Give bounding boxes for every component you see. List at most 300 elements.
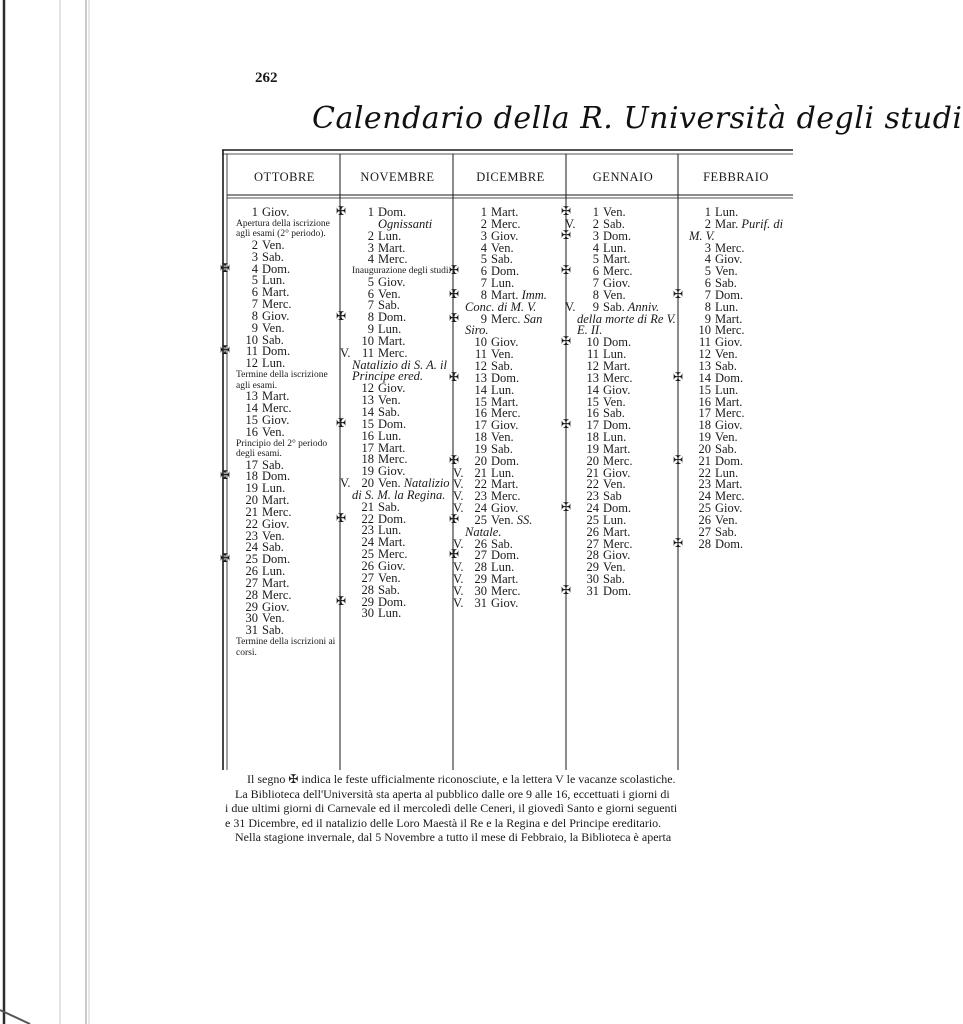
day-number: 15 [474, 394, 487, 409]
day-number: 30 [474, 584, 487, 598]
weekday: Merc. [378, 547, 408, 562]
weekday: Ven. [603, 394, 626, 409]
weekday: Giov. [603, 276, 631, 291]
holiday-cross-icon: ✠ [561, 204, 572, 218]
day-number: 17 [361, 440, 374, 455]
calendar-day [561, 583, 677, 598]
weekday: Sab. [262, 332, 284, 347]
day-number: 17 [245, 457, 258, 472]
weekday: Ven. [378, 286, 401, 301]
weekday: Dom. [715, 370, 744, 385]
weekday: Mart. [378, 535, 406, 550]
day-number: 23 [361, 523, 374, 538]
calendar-note: Termine della iscrizioni ai corsi. [236, 637, 336, 658]
day-number: 1 [480, 205, 487, 219]
weekday: Merc. [378, 452, 408, 467]
day-number: 16 [361, 428, 374, 443]
calendar-note: Apertura della iscrizione agli esami (2° periodo). [236, 218, 330, 240]
vacation-mark: V. [340, 476, 351, 491]
day-annotation: Imm. Conc. di M. V. [465, 287, 547, 314]
day-number: 13 [586, 370, 599, 385]
weekday: Merc. [262, 297, 292, 312]
weekday: Lun. [378, 428, 402, 443]
weekday: Lun. [603, 512, 627, 527]
holiday-cross-icon: ✠ [336, 593, 347, 608]
day-number: 10 [474, 335, 487, 350]
day-annotation: Natalizio di S. M. la Regina. [352, 476, 450, 502]
weekday: Ven. [491, 512, 514, 527]
day-number: 22 [698, 465, 711, 480]
calendar-day [236, 625, 340, 637]
day-number: 24 [361, 535, 374, 550]
weekday: Ven. [262, 320, 285, 335]
day-number: 18 [586, 430, 599, 445]
footnote-line: La Biblioteca dell'Università sta aperta al pubblico dalle ore 9 alle 16, eccettuati i giorni di [235, 786, 670, 801]
holiday-cross-icon: ✠ [220, 343, 231, 358]
day-number: 8 [480, 287, 487, 302]
weekday: Lun. [491, 465, 515, 480]
weekday: Lun. [715, 299, 739, 314]
weekday: Mart. [491, 287, 519, 302]
weekday: Merc. [715, 240, 745, 255]
day-number: 26 [361, 558, 374, 573]
holiday-cross-icon: ✠ [449, 547, 460, 562]
weekday: Sab. [491, 358, 513, 373]
day-number: 15 [245, 412, 258, 427]
day-number: 12 [361, 381, 374, 396]
calendar-day [352, 608, 452, 620]
day-number: 2 [592, 216, 599, 231]
day-number: 3 [704, 240, 711, 255]
calendar-day [689, 254, 789, 266]
day-number: 19 [245, 481, 258, 496]
day-number: 26 [245, 564, 258, 579]
calendar-day [236, 358, 340, 370]
weekday: Ven. [491, 430, 514, 445]
weekday: Ven. [491, 240, 514, 255]
weekday: Lun. [262, 481, 286, 496]
weekday: Mart. [491, 394, 519, 409]
weekday: Mart. [262, 493, 290, 508]
month-header-febbraio: FEBBRAIO [703, 170, 769, 184]
month-header-gennaio: GENNAIO [592, 170, 654, 184]
weekday: Giov. [491, 335, 519, 350]
weekday: Giov. [603, 382, 631, 397]
day-number: 20 [586, 453, 599, 468]
day-number: 24 [245, 540, 258, 555]
day-number: 17 [698, 406, 711, 421]
weekday: Sab. [262, 249, 284, 264]
weekday: Mart. [491, 477, 519, 492]
weekday: Giov. [715, 335, 743, 350]
weekday: Lun. [715, 465, 739, 480]
day-number: 9 [251, 320, 258, 335]
day-number: 4 [592, 240, 599, 255]
day-number: 4 [367, 252, 374, 267]
day-number: 15 [586, 394, 599, 409]
day-number: 8 [251, 308, 258, 323]
day-number: 12 [586, 358, 599, 373]
day-number: 2 [704, 216, 711, 231]
day-number: 25 [586, 512, 599, 527]
weekday: Merc. [491, 311, 521, 326]
day-number: 22 [245, 516, 258, 531]
day-number: 13 [245, 389, 258, 404]
weekday: Dom. [603, 228, 632, 243]
weekday: Merc. [715, 323, 745, 338]
holiday-cross-icon: ✠ [449, 263, 460, 278]
weekday: Ven. [603, 287, 626, 302]
day-number: 2 [251, 237, 258, 252]
day-number: 3 [367, 240, 374, 255]
weekday: Mart. [491, 572, 519, 587]
calendar-day [465, 240, 564, 255]
calendar-day [673, 286, 789, 302]
weekday: Sab. [491, 252, 513, 267]
day-number: 29 [474, 572, 487, 587]
day-number: 27 [474, 548, 487, 563]
weekday: Merc. [262, 400, 292, 415]
day-number: 24 [586, 501, 599, 516]
vacation-mark: V. [453, 572, 464, 587]
weekday: Mart. [378, 240, 406, 255]
month-column-novembre [336, 204, 452, 621]
day-number: 1 [251, 205, 258, 219]
holiday-cross-icon: ✠ [449, 286, 460, 301]
weekday: Merc. [262, 504, 292, 519]
weekday: Giov. [491, 595, 519, 610]
weekday: Merc. [603, 264, 633, 279]
calendar-day [689, 216, 789, 243]
day-number: 25 [698, 501, 711, 516]
day-number: 9 [480, 311, 487, 326]
weekday: Giov. [378, 274, 406, 289]
weekday: Lun. [491, 276, 515, 291]
day-number: 26 [698, 512, 711, 527]
vacation-mark: V. [453, 477, 464, 492]
day-number: 24 [698, 489, 711, 504]
weekday: Giov. [262, 308, 290, 323]
day-number: 20 [474, 453, 487, 468]
calendar-day [449, 511, 564, 539]
weekday: Ven. [603, 560, 626, 575]
day-number: 29 [361, 594, 374, 609]
weekday: Ven. [715, 264, 738, 279]
month-column-dicembre [449, 205, 564, 610]
weekday: Dom. [603, 584, 632, 598]
weekday: Ven. [378, 570, 401, 585]
holiday-cross-icon: ✠ [561, 334, 572, 349]
weekday: Dom. [378, 594, 407, 609]
weekday: Mart. [603, 524, 631, 539]
month-header-dicembre: DICEMBRE [476, 170, 545, 184]
weekday: Lun. [491, 560, 515, 575]
day-number: 1 [367, 205, 374, 219]
day-number: 2 [480, 216, 487, 231]
day-number: 11 [586, 347, 599, 362]
day-number: 21 [361, 499, 374, 514]
weekday: Sab. [491, 441, 513, 456]
day-number: 27 [586, 536, 599, 551]
day-annotation: Natalizio di S. A. il Principe ered. [352, 357, 447, 384]
day-number: 5 [480, 252, 487, 267]
weekday: Mart. [262, 575, 290, 590]
day-number: 22 [586, 477, 599, 492]
weekday: Dom. [262, 344, 291, 359]
day-number: 30 [245, 611, 258, 626]
weekday: Sab. [715, 441, 737, 456]
weekday: Lun. [603, 240, 627, 255]
day-number: 6 [251, 285, 258, 300]
weekday: Giov. [378, 464, 406, 479]
footnote [225, 772, 793, 845]
weekday: Dom. [715, 453, 744, 468]
day-number: 1 [704, 205, 711, 219]
month-column-febbraio [673, 205, 789, 551]
weekday: Mart. [715, 394, 743, 409]
weekday: Giov. [715, 418, 743, 433]
holiday-cross-icon: ✠ [449, 511, 460, 526]
day-number: 2 [367, 228, 374, 243]
day-number: 11 [474, 347, 487, 362]
weekday: Sab. [262, 540, 284, 555]
day-number: 8 [704, 299, 711, 314]
day-number: 28 [474, 560, 487, 575]
weekday: Lun. [378, 228, 402, 243]
day-number: 21 [586, 465, 599, 480]
weekday: Lun. [603, 347, 627, 362]
page-binding-edge [0, 0, 92, 1024]
month-header-novembre: NOVEMBRE [360, 170, 435, 184]
weekday: Merc. [491, 489, 521, 504]
weekday: Dom. [603, 335, 632, 350]
day-number: 7 [367, 298, 374, 313]
weekday: Giov. [262, 599, 290, 614]
day-number: 6 [592, 264, 599, 279]
day-number: 4 [704, 252, 711, 267]
month-column-gennaio [561, 204, 677, 598]
day-number: 3 [480, 228, 487, 243]
calendar-day [449, 263, 564, 279]
day-number: 15 [698, 382, 711, 397]
day-number: 21 [698, 453, 711, 468]
day-number: 16 [474, 406, 487, 421]
day-number: 23 [698, 477, 711, 492]
calendar-note: Inaugurazione degli studi. [352, 266, 451, 277]
weekday: Dom. [715, 536, 744, 551]
holiday-cross-icon: ✠ [673, 452, 684, 467]
page-title: Calendario della R. Università degli studi [312, 101, 963, 136]
day-number: 6 [367, 286, 374, 301]
weekday: Giov. [491, 418, 519, 433]
day-number: 20 [361, 476, 374, 491]
vacation-mark: V. [565, 216, 576, 231]
weekday: Sab. [715, 524, 737, 539]
holiday-cross-icon: ✠ [449, 452, 460, 467]
day-number: 18 [474, 430, 487, 445]
calendar-day [236, 207, 340, 219]
holiday-cross-icon: ✠ [220, 468, 231, 483]
weekday: Sab. [603, 216, 625, 231]
month-header-ottobre: OTTOBRE [254, 170, 315, 184]
day-number: 28 [586, 548, 599, 563]
weekday: Ven. [603, 477, 626, 492]
weekday: Ven. [378, 393, 401, 408]
day-number: 30 [586, 572, 599, 587]
calendar-note: Principio del 2° periodo degli esami. [236, 438, 328, 459]
month-column-ottobre [220, 205, 340, 658]
day-annotation: Anniv. della morte di Re V. E. II. [577, 299, 676, 338]
holiday-cross-icon: ✠ [220, 260, 231, 275]
calendar-day [449, 310, 564, 338]
day-number: 13 [698, 358, 711, 373]
day-number: 19 [698, 430, 711, 445]
vacation-mark: V. [453, 489, 464, 504]
calendar-day [336, 309, 452, 325]
day-number: 25 [245, 552, 258, 567]
holiday-cross-icon: ✠ [561, 583, 572, 597]
weekday: Mart. [603, 441, 631, 456]
day-number: 4 [480, 240, 487, 255]
weekday: Giov. [378, 381, 406, 396]
day-number: 28 [245, 587, 258, 602]
day-number: 22 [474, 477, 487, 492]
weekday: Dom. [491, 264, 520, 279]
day-number: 10 [586, 335, 599, 350]
day-number: 31 [474, 595, 487, 610]
day-number: 14 [361, 405, 374, 419]
day-number: 7 [251, 297, 258, 312]
holiday-cross-icon: ✠ [673, 369, 684, 384]
day-number: 15 [361, 416, 374, 431]
weekday: Sab. [491, 536, 513, 551]
weekday: Dom. [491, 453, 520, 468]
footnote-legend: Il segno ✠ indica le feste ufficialmente riconosciute, e la lettera V le vacanze scolastiche. [247, 772, 676, 786]
weekday: Ven. [715, 512, 738, 527]
day-number: 20 [698, 441, 711, 456]
calendar-day [561, 204, 677, 219]
day-number: 1 [592, 205, 599, 219]
weekday: Mart. [715, 477, 743, 492]
holiday-cross-icon: ✠ [561, 417, 572, 432]
calendar-day [577, 278, 677, 290]
weekday: Merc. [603, 536, 633, 551]
weekday: Sab. [378, 298, 400, 313]
day-number: 10 [361, 333, 374, 348]
holiday-cross-icon: ✠ [449, 310, 460, 325]
weekday: Ven. [603, 205, 626, 219]
calendar-day [453, 595, 564, 610]
weekday: Sab. [715, 276, 737, 291]
weekday: Merc. [491, 584, 521, 598]
holiday-cross-icon: ✠ [220, 551, 231, 566]
day-number: 6 [704, 276, 711, 291]
weekday: Mart. [603, 252, 631, 267]
weekday: Lun. [262, 273, 286, 288]
calendar-day [236, 424, 340, 439]
day-number: 9 [704, 311, 711, 326]
holiday-cross-icon: ✠ [336, 204, 347, 218]
day-number: 6 [480, 264, 487, 279]
weekday: Giov. [603, 548, 631, 563]
weekday: Mar. [715, 216, 739, 231]
day-number: 18 [245, 469, 258, 484]
vacation-mark: V. [340, 345, 351, 360]
weekday: Merc. [262, 587, 292, 602]
weekday: Dom. [378, 205, 407, 219]
weekday: Dom. [378, 310, 407, 325]
weekday: Ven. [262, 528, 285, 543]
day-number: 11 [245, 344, 258, 359]
day-number: 7 [480, 276, 487, 291]
day-number: 19 [586, 441, 599, 456]
weekday: Dom. [603, 501, 632, 516]
holiday-cross-icon: ✠ [561, 500, 572, 515]
day-number: 28 [361, 582, 374, 597]
vacation-mark: V. [453, 595, 464, 610]
weekday: Lun. [715, 205, 739, 219]
calendar-day [561, 227, 677, 243]
day-number: 10 [698, 323, 711, 338]
day-number: 17 [474, 418, 487, 433]
day-annotation: SS. Natale. [465, 512, 533, 539]
day-number: 14 [474, 382, 487, 397]
day-number: 5 [251, 273, 258, 288]
day-number: 26 [586, 524, 599, 539]
day-number: 16 [245, 424, 258, 439]
footnote-line: e 31 Dicembre, ed il natalizio delle Loro Maestà il Re e la Regina e del Principe ereditario. [225, 815, 662, 830]
weekday: Mart. [603, 358, 631, 373]
weekday: Giov. [491, 228, 519, 243]
weekday: Ven. [262, 611, 285, 626]
weekday: Merc. [378, 345, 408, 360]
day-number: 27 [361, 570, 374, 585]
day-number: 5 [367, 274, 374, 289]
weekday: Mart. [262, 285, 290, 300]
day-number: 12 [245, 356, 258, 371]
weekday: Lun. [378, 322, 402, 337]
weekday: Lun. [262, 564, 286, 579]
page-number: 262 [255, 70, 278, 86]
day-number: 8 [367, 310, 374, 325]
weekday: Lun. [378, 606, 402, 621]
day-number: 31 [586, 584, 599, 598]
weekday: Dom. [491, 370, 520, 385]
day-number: 9 [592, 299, 599, 314]
day-number: 11 [698, 335, 711, 350]
weekday: Merc. [378, 252, 408, 267]
weekday: Sab. [378, 499, 400, 514]
weekday: Lun. [378, 523, 402, 538]
holiday-cross-icon: ✠ [336, 510, 347, 525]
day-number: 21 [245, 504, 258, 519]
calendar-day [565, 299, 677, 338]
vacation-mark: V. [453, 465, 464, 480]
weekday: Merc. [603, 453, 633, 468]
weekday: Dom. [262, 261, 291, 276]
day-number: 5 [592, 252, 599, 267]
day-number: 8 [592, 287, 599, 302]
calendar-day [465, 228, 564, 243]
holiday-cross-icon: ✠ [561, 263, 572, 278]
weekday: Ven. [715, 347, 738, 362]
day-number: 23 [245, 528, 258, 543]
weekday: Sab [603, 489, 622, 504]
calendar-day [340, 476, 452, 502]
day-number: 13 [361, 393, 374, 408]
day-number: 21 [474, 465, 487, 480]
day-number: 12 [474, 358, 487, 373]
